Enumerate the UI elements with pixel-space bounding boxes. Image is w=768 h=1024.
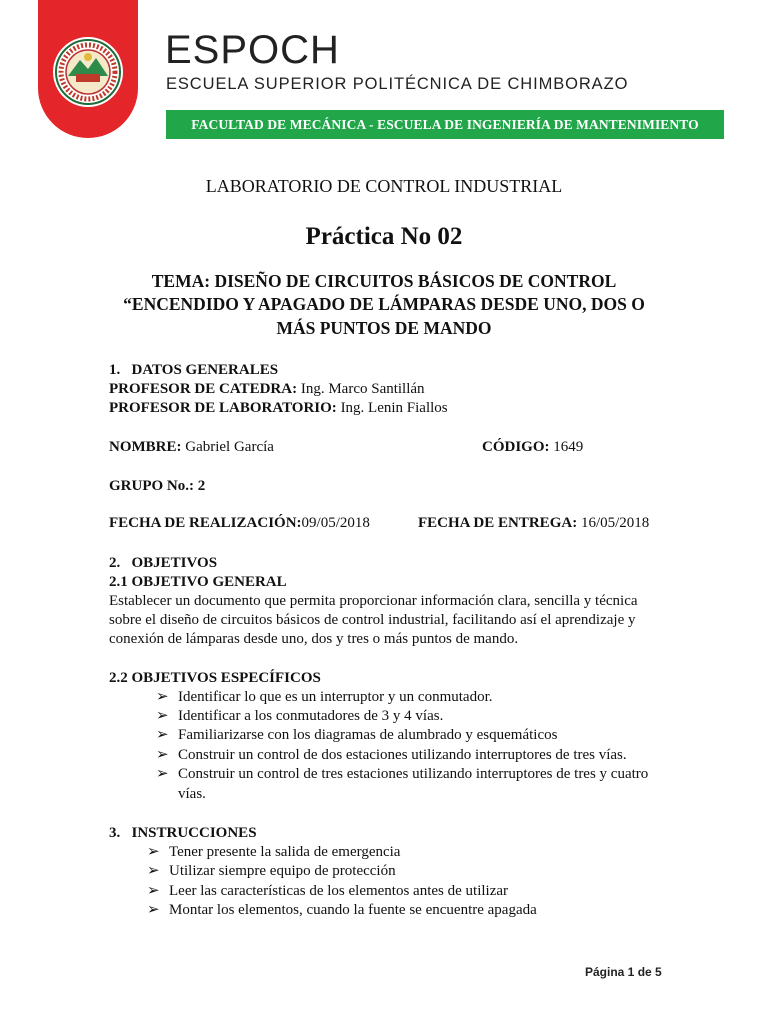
professor-lab-label: PROFESOR DE LABORATORIO: bbox=[109, 400, 337, 416]
student-code-label: CÓDIGO: bbox=[482, 439, 550, 455]
professor-chair-value: Ing. Marco Santillán bbox=[297, 381, 425, 397]
date-due-row bbox=[418, 516, 649, 531]
professor-chair-label: PROFESOR DE CATEDRA: bbox=[109, 381, 298, 397]
list-item: ➢ Tener presente la salida de emergencia bbox=[147, 844, 401, 860]
date-done-value: 09/05/2018 bbox=[301, 515, 370, 531]
lab-title: LABORATORIO DE CONTROL INDUSTRIAL bbox=[205, 176, 563, 196]
student-name-value: Gabriel García bbox=[181, 439, 274, 455]
paragraph-line: Establecer un documento que permita proporcionar información clara, sencilla y técnica bbox=[109, 593, 638, 609]
arrow-bullet-icon: ➢ bbox=[156, 689, 169, 705]
student-code-value: 1649 bbox=[549, 439, 584, 455]
arrow-bullet-icon: ➢ bbox=[156, 708, 169, 724]
student-code-row bbox=[482, 440, 583, 455]
list-item: ➢ Construir un control de dos estaciones utilizando interruptores de tres vías. bbox=[156, 747, 627, 763]
student-name-label: NOMBRE: bbox=[109, 439, 182, 455]
topic-line: TEMA: DISEÑO DE CIRCUITOS BÁSICOS DE CONTROL bbox=[151, 271, 617, 291]
faculty-bar bbox=[166, 110, 724, 139]
brand-subtitle: ESCUELA SUPERIOR POLITÉCNICA DE CHIMBORAZO bbox=[166, 75, 629, 93]
section-heading-objectives: 2. OBJETIVOS bbox=[109, 555, 218, 571]
list-item: ➢ Montar los elementos, cuando la fuente se encuentre apagada bbox=[147, 902, 537, 918]
list-item: ➢ Leer las características de los elementos antes de utilizar bbox=[147, 883, 509, 899]
student-name-row bbox=[109, 440, 274, 455]
date-done-label: FECHA DE REALIZACIÓN: bbox=[109, 515, 302, 531]
list-item: ➢ Identificar lo que es un interruptor y un conmutador. bbox=[156, 689, 493, 705]
professor-lab-value: Ing. Lenin Fiallos bbox=[336, 400, 448, 416]
arrow-bullet-icon: ➢ bbox=[156, 766, 169, 782]
list-item: ➢ Utilizar siempre equipo de protección bbox=[147, 863, 396, 879]
date-done-row bbox=[109, 516, 370, 531]
group-row: GRUPO No.: 2 bbox=[109, 478, 206, 494]
section-heading-general: 1. DATOS GENERALES bbox=[109, 362, 279, 378]
arrow-bullet-icon: ➢ bbox=[156, 727, 169, 743]
arrow-bullet-icon: ➢ bbox=[156, 747, 169, 763]
practice-title: Práctica No 02 bbox=[305, 223, 463, 250]
date-due-label: FECHA DE ENTREGA: bbox=[418, 515, 578, 531]
professor-chair-row bbox=[109, 382, 425, 397]
section-heading-instructions: 3. INSTRUCCIONES bbox=[109, 825, 257, 841]
brand-name: ESPOCH bbox=[165, 28, 340, 72]
arrow-bullet-icon: ➢ bbox=[147, 883, 160, 899]
page-number: Página 1 de 5 bbox=[585, 965, 662, 979]
list-item-continuation: vías. bbox=[178, 786, 206, 802]
general-objective-heading: 2.1 OBJETIVO GENERAL bbox=[109, 574, 287, 590]
topic-line: “ENCENDIDO Y APAGADO DE LÁMPARAS DESDE UNO, DOS O bbox=[123, 294, 645, 314]
faculty-label: FACULTAD DE MECÁNICA - ESCUELA DE INGENIERÍA DE MANTENIMIENTO bbox=[191, 116, 699, 132]
topic-line: MÁS PUNTOS DE MANDO bbox=[276, 318, 492, 338]
paragraph-line: sobre el diseño de circuitos básicos de control industrial, facilitando así el aprendizaje y bbox=[109, 612, 636, 628]
date-due-value: 16/05/2018 bbox=[577, 515, 650, 531]
list-item: ➢ Construir un control de tres estaciones utilizando interruptores de tres y cuatro bbox=[156, 766, 649, 782]
arrow-bullet-icon: ➢ bbox=[147, 844, 160, 860]
list-item: ➢ Identificar a los conmutadores de 3 y 4 vías. bbox=[156, 708, 444, 724]
arrow-bullet-icon: ➢ bbox=[147, 902, 160, 918]
arrow-bullet-icon: ➢ bbox=[147, 863, 160, 879]
professor-lab-row bbox=[109, 401, 448, 416]
list-item: ➢ Familiarizarse con los diagramas de alumbrado y esquemáticos bbox=[156, 727, 558, 743]
university-seal-icon bbox=[52, 36, 124, 108]
paragraph-line: conexión de lámparas desde uno, dos y tres o más puntos de mando. bbox=[109, 631, 519, 647]
specific-objectives-heading: 2.2 OBJETIVOS ESPECÍFICOS bbox=[109, 670, 321, 686]
